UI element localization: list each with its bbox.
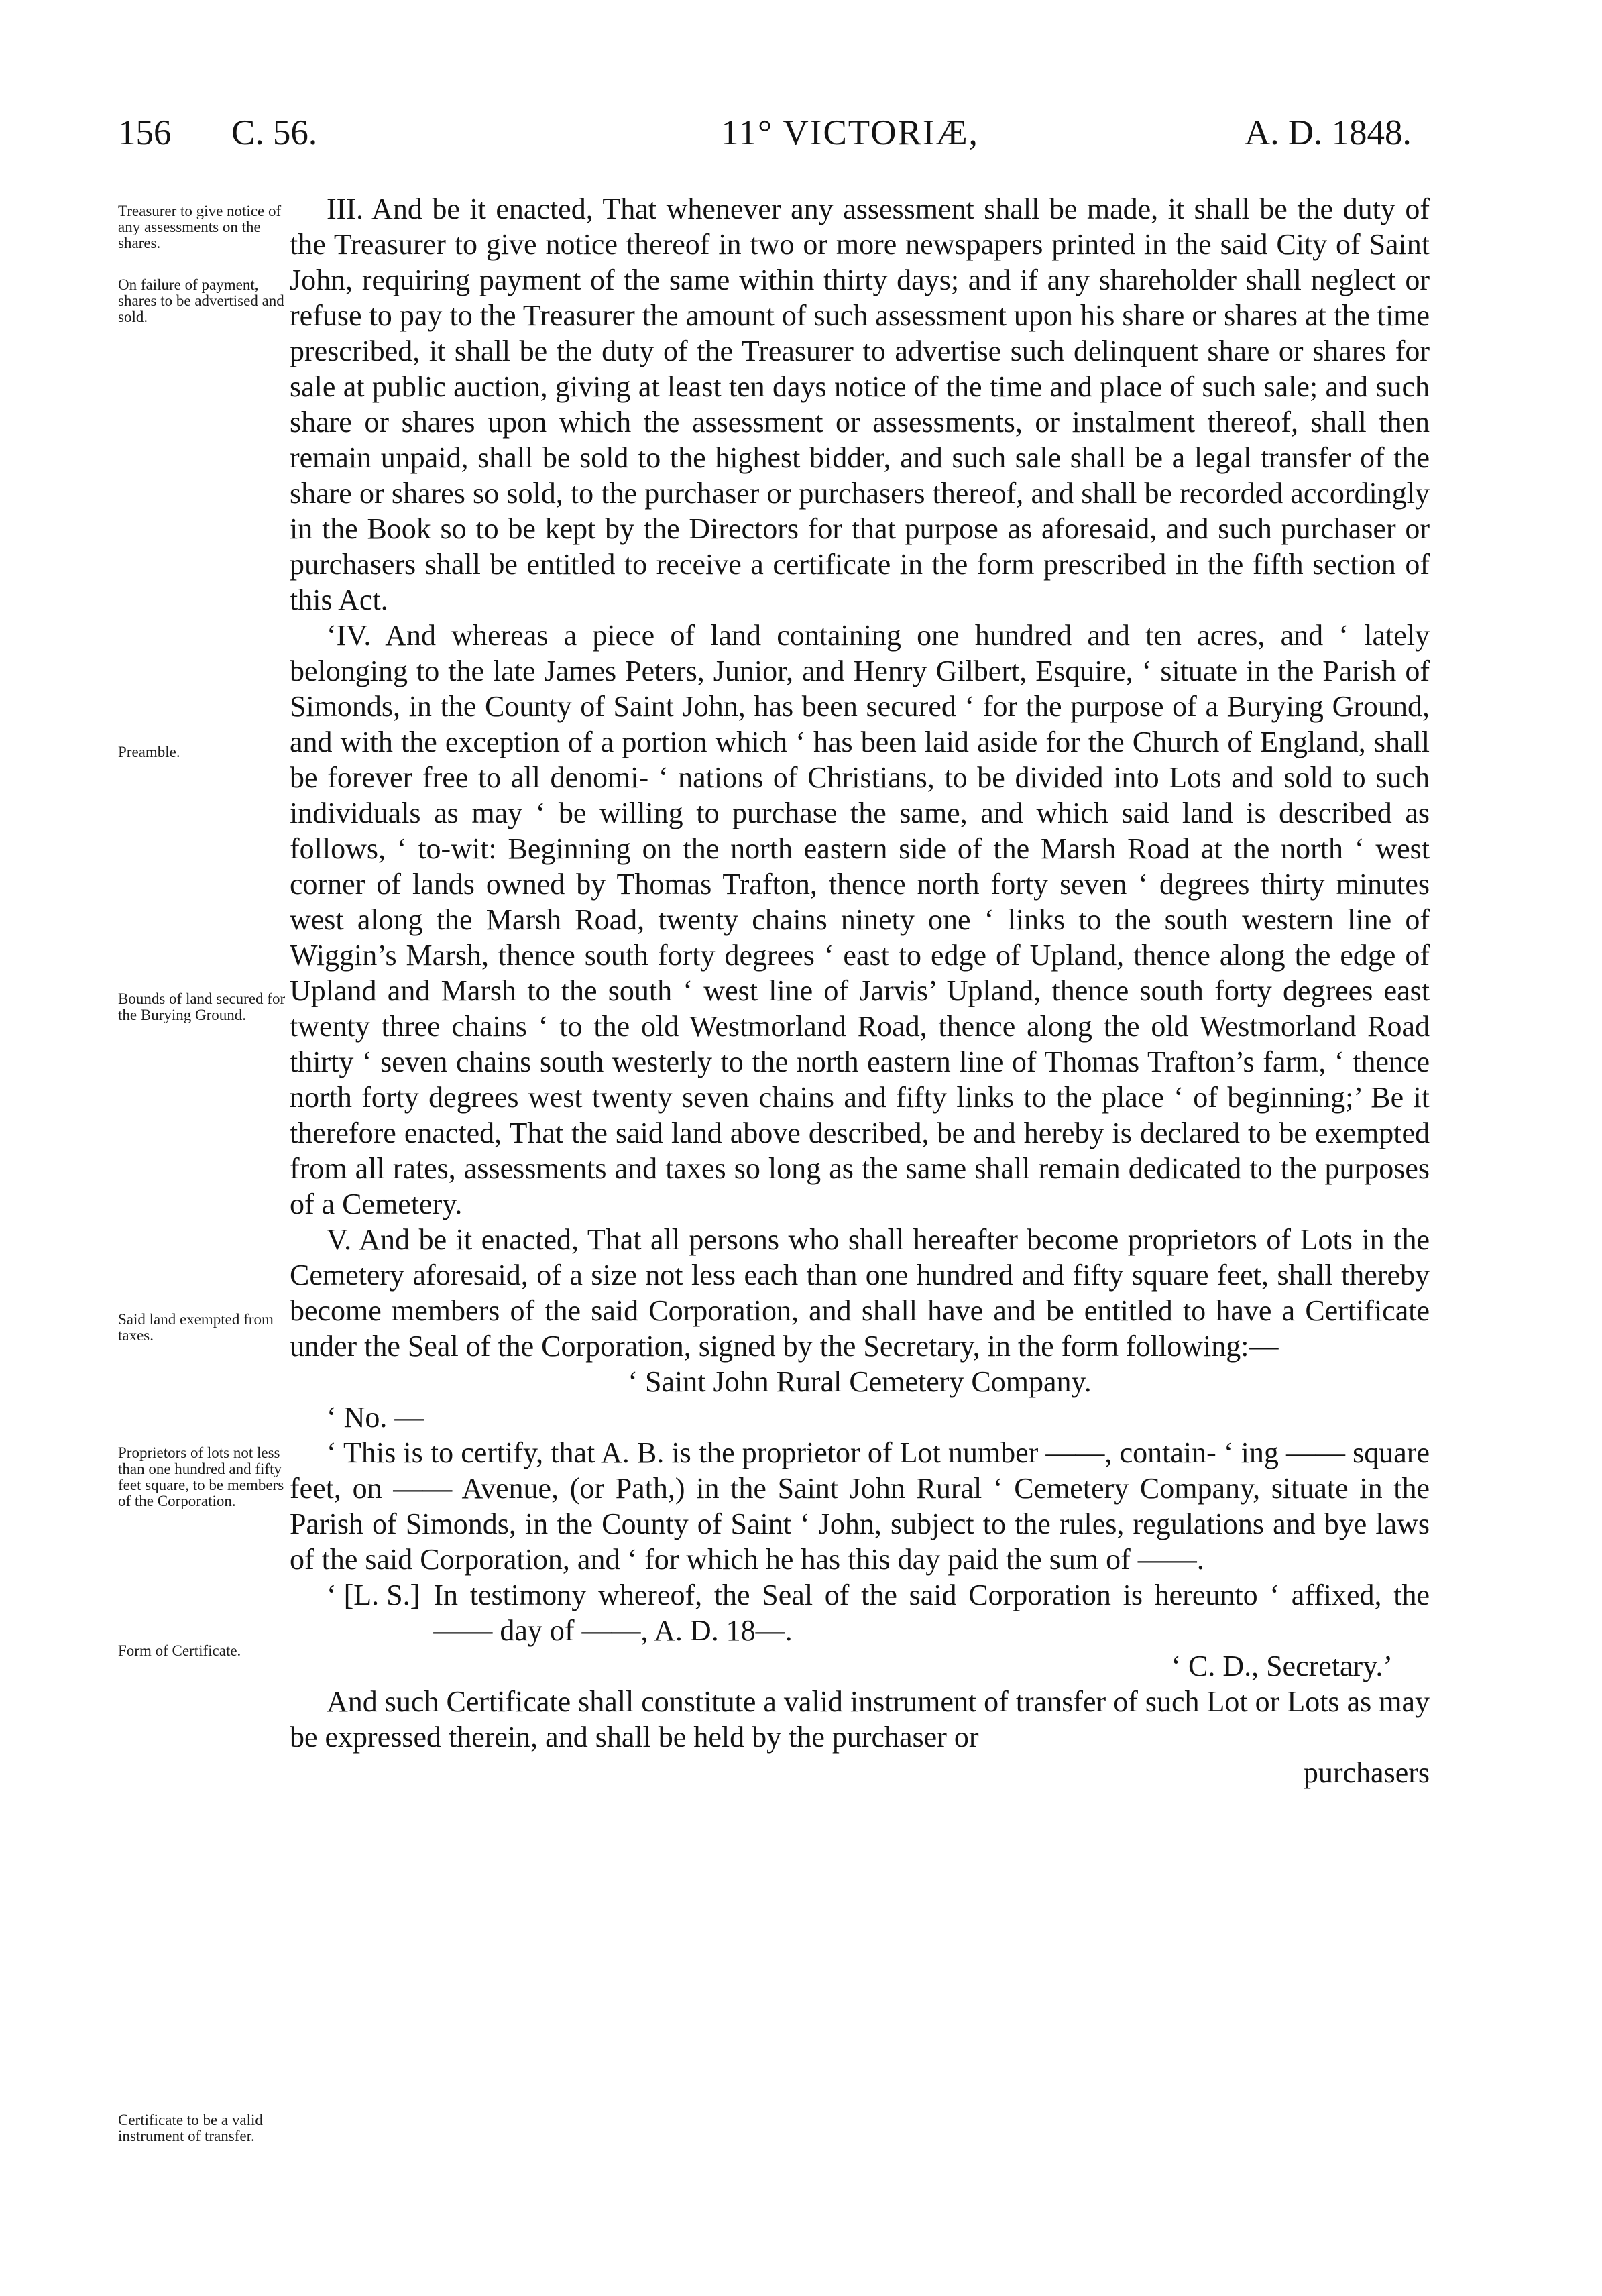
page-number: 156 <box>118 113 172 152</box>
section-iii: III. And be it enacted, That whenever any assessment shall be made, it shall be the duty of the Treasurer to give notice thereof in two or more newspapers printed in the said City of Saint John, requiring payment of the same within thirty days; and if any shareholder shall neglect or refuse to pay to the Treasurer the amount of such assessment upon his share or shares at the time prescribed, it shall be the duty of the Treasurer to advertise such delinquent share or shares for sale at public auction, giving at least ten days notice of the time and place of such sale; and such share or shares upon which the assessment or assessments, or instalment thereof, shall then remain unpaid, shall be sold to the highest bidder, and such sale shall be a legal transfer of the share or shares so sold, to the purchaser or purchasers thereof, and shall be recorded accordingly in the Book so to be kept by the Directors for that purpose as aforesaid, and such purchaser or purchasers shall be entitled to receive a certificate in the form prescribed in the fifth section of this Act. <box>290 192 1430 616</box>
seal-mark: ‘ [L. S.] <box>327 1578 420 1611</box>
margin-note-failure: On failure of payment, shares to be advertised and sold. <box>118 276 284 325</box>
section-iv: ‘IV. And whereas a piece of land containing one hundred and ten acres, and ‘ lately belonging to the late James Peters, Junior, and Henry Gilbert, Esquire, ‘ situate in the Parish of Simonds, in the County of Saint John, has been secured ‘ for the purpose of a Burying Ground, and with the exception of a portion which ‘ has been laid aside for the Church of England, shall be forever free to all denomi- ‘ nations of Christians, to be divided into Lots and sold to such individuals as may ‘ be willing to purchase the same, and which said land is described as follows, ‘ to-wit: Beginning on the north eastern side of the Marsh Road at the north ‘ west corner of lands owned by Thomas Trafton, thence north forty seven ‘ degrees thirty minutes west along the Marsh Road, twenty chains ninety one ‘ links to the south western line of Wiggin’s Marsh, thence south forty degrees ‘ east to edge of Upland, thence along the edge of Upland and Marsh to the south ‘ west line of Jarvis’ Upland, thence south forty degrees east twenty three chains ‘ to the old Westmorland Road, thence along the old Westmorland Road thirty ‘ seven chains south westerly to the north eastern line of Thomas Trafton’s farm, ‘ thence north forty degrees west twenty seven chains and fifty links to the place ‘ of beginning;’ Be it therefore enacted, That the said land above described, be and hereby is declared to be exempted from all rates, assessments and taxes so long as the same shall remain dedicated to the purposes of a Cemetery. <box>290 619 1430 1220</box>
testimony-text: In testimony whereof, the Seal of the said Corporation is hereunto ‘ affixed, the —— day of ——, A. D. 18—. <box>433 1578 1430 1647</box>
certificate-number: ‘ No. — <box>327 1401 424 1434</box>
catchword: purchasers <box>1303 1756 1430 1789</box>
margin-note-exempted: Said land exempted from taxes. <box>118 1311 274 1344</box>
margin-note-bounds: Bounds of land secured for the Burying Ground. <box>118 990 286 1023</box>
body-text <box>290 191 1430 1790</box>
section-v: V. And be it enacted, That all persons who shall hereafter become proprietors of Lots in the Cemetery aforesaid, of a size not less each than one hundred and fifty square feet, shall thereby become members of the said Corporation, and shall have and be entitled to have a Certificate under the Seal of the Corporation, signed by the Secretary, in the form following:— <box>290 1223 1430 1363</box>
year: A. D. 1848. <box>1245 113 1412 152</box>
chapter-number: C. 56. <box>231 113 318 152</box>
margin-note-certificate: Certificate to be a valid instrument of transfer. <box>118 2112 263 2144</box>
margin-note-form: Form of Certificate. <box>118 1642 241 1659</box>
closing-paragraph: And such Certificate shall constitute a valid instrument of transfer of such Lot or Lots as may be expressed therein, and shall be held by the purchaser or <box>290 1685 1430 1754</box>
certificate-title: ‘ Saint John Rural Cemetery Company. <box>628 1365 1092 1398</box>
certificate-testimony <box>290 1577 1430 1648</box>
margin-note-proprietors: Proprietors of lots not less than one hundred and fifty feet square, to be members of the Corporation. <box>118 1444 284 1509</box>
margin-note-preamble: Preamble. <box>118 744 180 760</box>
running-title: 11° VICTORIÆ, <box>721 113 979 152</box>
certificate-body: ‘ This is to certify, that A. B. is the proprietor of Lot number ——, contain- ‘ ing —— square feet, on —— Avenue, (or Path,) in the Saint John Rural ‘ Cemetery Company, situate in the Parish of Simonds, in the County of Saint ‘ John, subject to the rules, regulations and bye laws of the said Corporation, and ‘ for which he has this day paid the sum of ——. <box>290 1436 1430 1576</box>
margin-note-treasurer: Treasurer to give notice of any assessments on the shares. <box>118 203 282 251</box>
certificate-signature: ‘ C. D., Secretary.’ <box>1171 1650 1393 1682</box>
